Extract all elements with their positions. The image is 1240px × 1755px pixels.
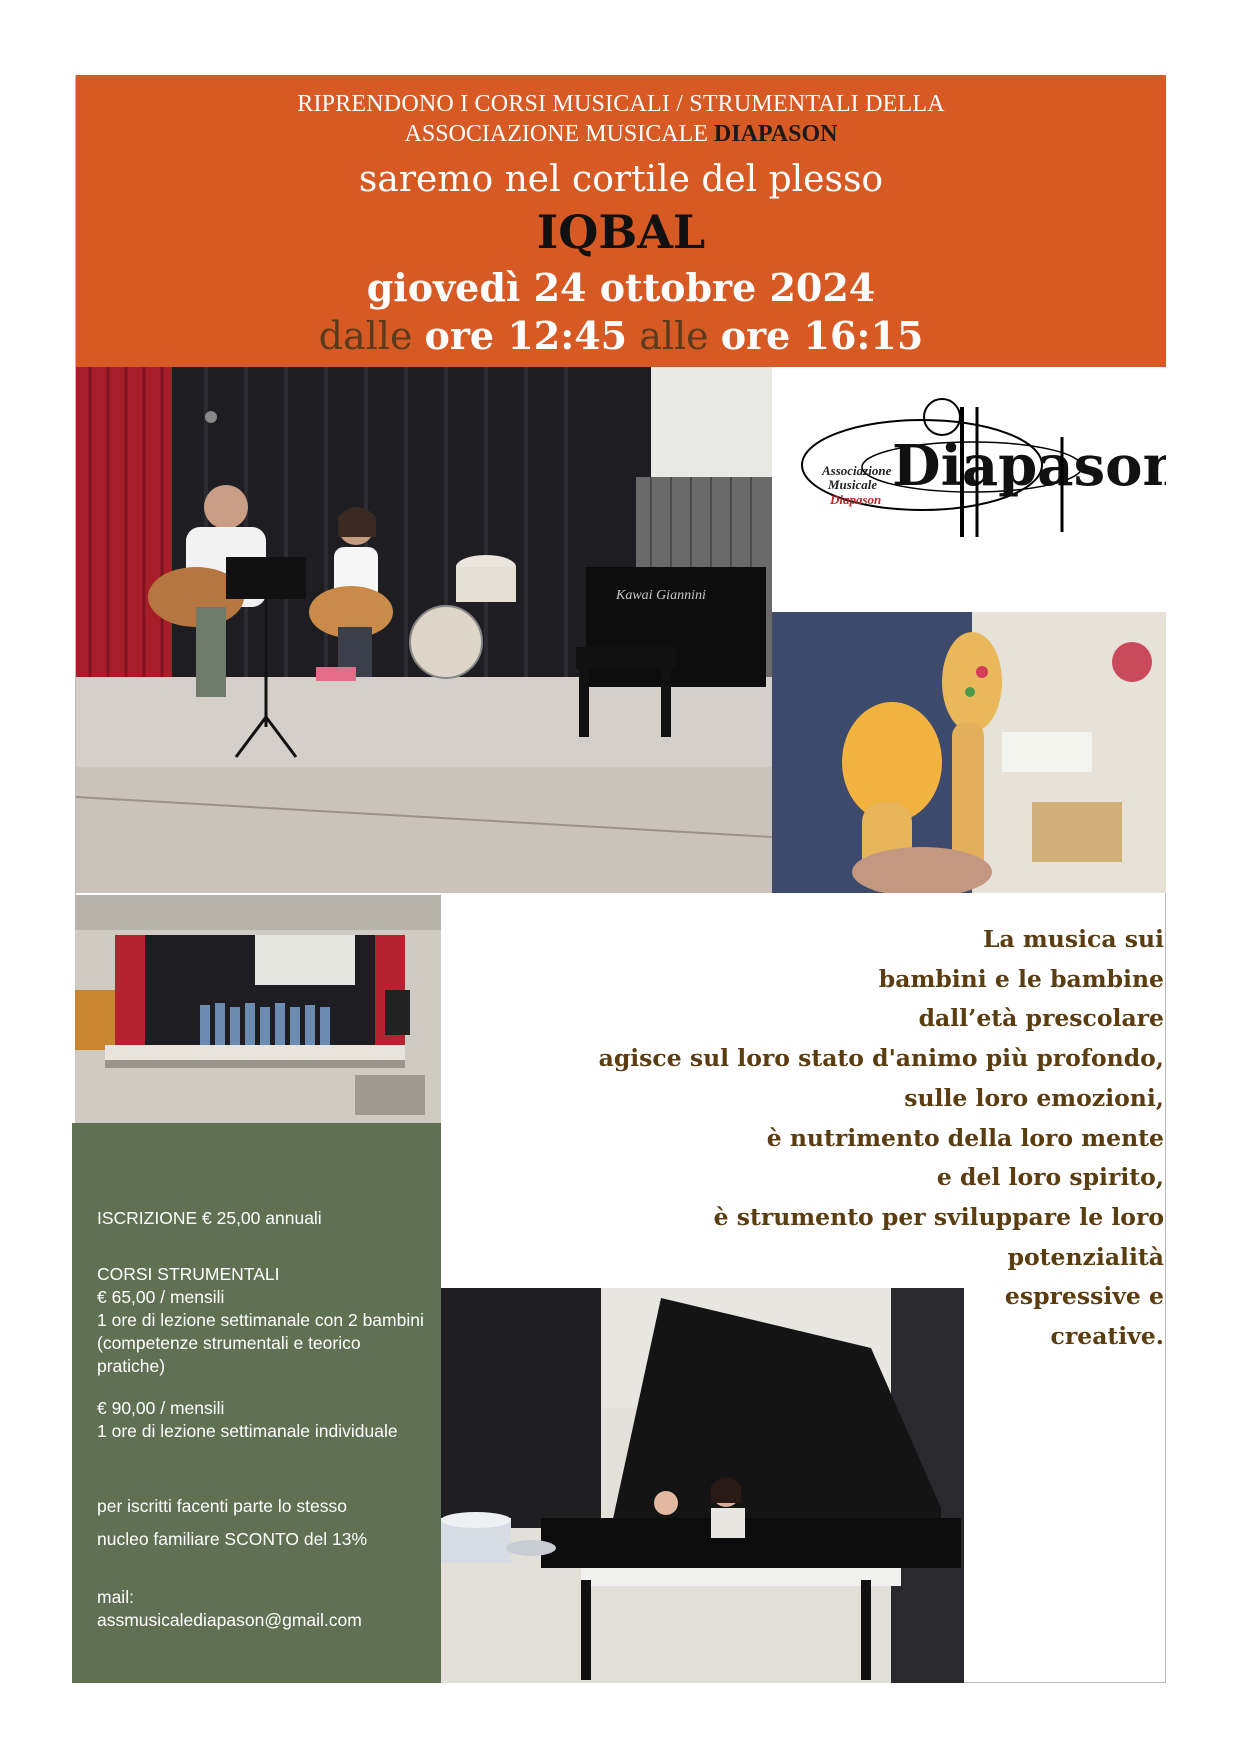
logo-line-3: Diapason (830, 492, 882, 507)
quote-line: agisce sul loro stato d'animo più profondo, (598, 1044, 1164, 1073)
quote-line: è nutrimento della loro mente (766, 1123, 1164, 1152)
group-illustration (75, 895, 441, 1123)
price-group-lesson: € 65,00 / mensili (97, 1287, 225, 1307)
event-time (76, 313, 1166, 358)
desc-group-lesson: 1 ore di lezione settimanale con 2 bambini (competenze strumentali e teorico pratiche) (97, 1310, 424, 1376)
maracas-photo (772, 612, 1166, 893)
quote-line: bambini e le bambine (878, 964, 1164, 993)
stage-illustration (76, 367, 772, 893)
iscrizione-fee: ISCRIZIONE € 25,00 annuali (97, 1208, 322, 1228)
school-name: IQBAL (536, 205, 706, 259)
quote-line: dall’età prescolare (918, 1004, 1164, 1033)
quote-line: creative. (1050, 1322, 1164, 1351)
header-line-1: RIPRENDONO I CORSI MUSICALI / STRUMENTALI DELLA (297, 91, 945, 117)
header-line-2 (76, 121, 1166, 148)
quote-line: potenzialità (1007, 1242, 1164, 1271)
stage-photo (76, 367, 772, 893)
quote-line: sulle loro emozioni, (904, 1083, 1164, 1112)
logo-line-1: Associazione (822, 463, 892, 478)
quote-line: La musica sui (982, 925, 1164, 953)
diapason-logo-mark (772, 367, 1166, 612)
piano-brand: Kawai Giannini (616, 588, 706, 603)
header-banner (76, 75, 1166, 367)
mail-label: mail: (97, 1587, 134, 1607)
time-to: ore 16:15 (720, 313, 924, 358)
logo-line-2: Musicale (828, 477, 878, 492)
time-from: ore 12:45 (424, 313, 628, 358)
time-from-word: dalle (318, 314, 413, 358)
diapason-logo (772, 367, 1166, 612)
time-to-word: alle (639, 314, 709, 358)
maracas-illustration (772, 612, 1166, 893)
logo-wordmark: Diapason (892, 433, 1166, 499)
music-quote (524, 920, 1164, 1357)
quote-line: espressive e (1004, 1282, 1164, 1311)
association-name: DIAPASON (713, 121, 838, 147)
discount-line-1: per iscritti facenti parte lo stesso (97, 1496, 347, 1516)
mail-address[interactable]: assmusicalediapason@gmail.com (97, 1610, 362, 1630)
discount-line-2: nucleo familiare SCONTO del 13% (97, 1529, 368, 1549)
quote-line: è strumento per sviluppare le loro (713, 1202, 1164, 1231)
corsi-title: CORSI STRUMENTALI (97, 1264, 280, 1284)
pricing-box (72, 1123, 441, 1683)
header-line-3: saremo nel cortile del plesso (358, 159, 884, 200)
price-individual-lesson: € 90,00 / mensili (97, 1398, 225, 1418)
quote-line: e del loro spirito, (936, 1163, 1164, 1192)
header-line-2-prefix: ASSOCIAZIONE MUSICALE (404, 121, 714, 147)
event-date: giovedì 24 ottobre 2024 (366, 265, 876, 310)
desc-individual-lesson: 1 ore di lezione settimanale individuale (97, 1421, 398, 1441)
group-photo (75, 895, 441, 1123)
